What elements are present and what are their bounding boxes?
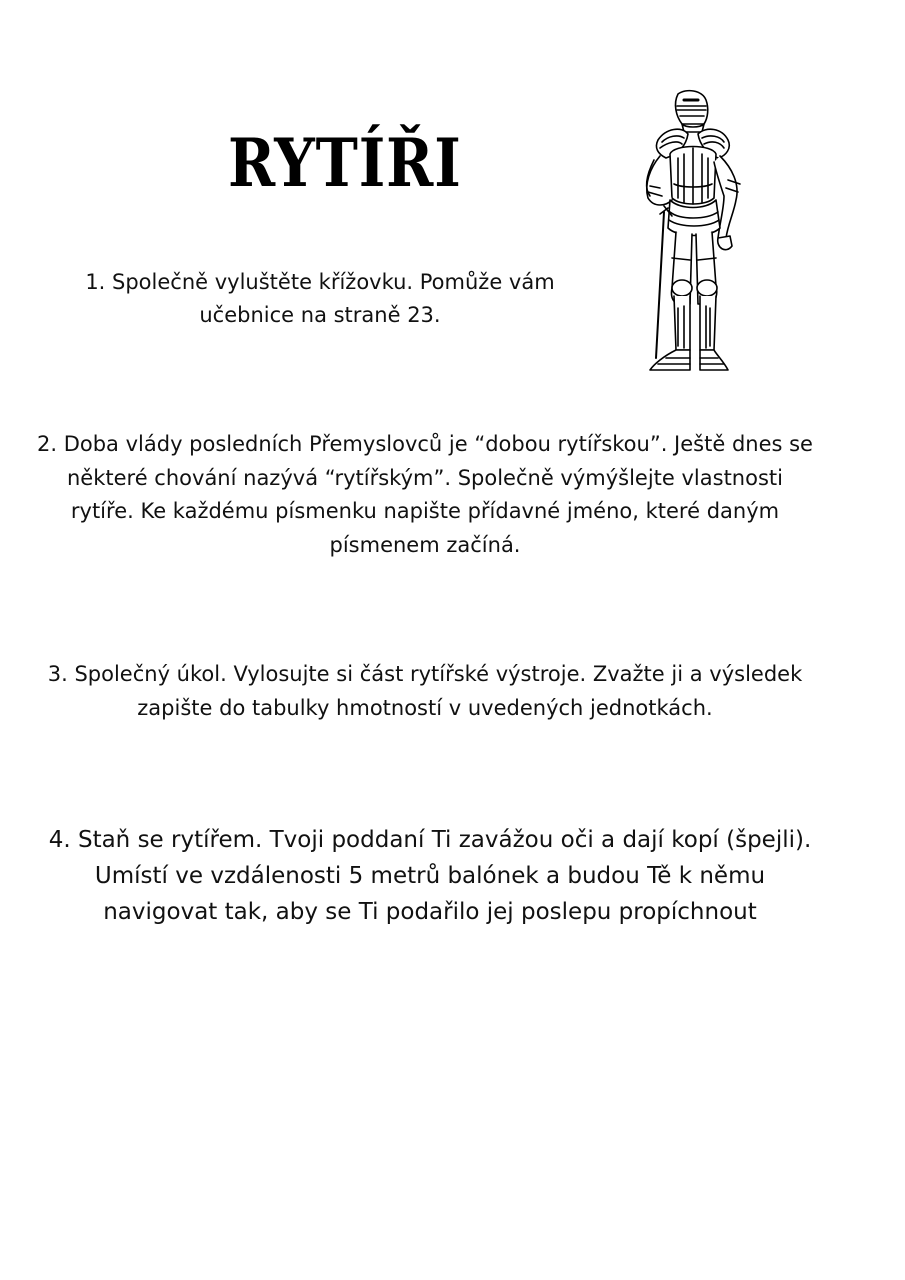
- page-title: RYTÍŘI: [228, 124, 462, 202]
- task-3-text: 3. Společný úkol. Vylosujte si část rytířské výstroje. Zvažte ji a výsledek zapište do tabulky hmotností v uvedených jednotkách.: [47, 662, 803, 720]
- task-1-text: 1. Společně vyluštěte křížovku. Pomůže vám učebnice na straně 23.: [85, 270, 555, 327]
- task-2-text: 2. Doba vlády posledních Přemyslovců je “dobou rytířskou”. Ještě dnes se některé chování nazývá “rytířským”. Společně výmýšlejte vlastnosti rytíře. Ke každému písmenku napište přídavné jméno, které daným písmenem začíná.: [37, 432, 813, 557]
- knight-in-armor-icon: [620, 88, 755, 380]
- task-4-text: 4. Staň se rytířem. Tvoji poddaní Ti zavážou oči a dají kopí (špejli). Umístí ve vzdálenosti 5 metrů balónek a budou Tě k němu navigovat tak, aby se Ti podařilo jej poslepu propíchnout: [48, 827, 812, 925]
